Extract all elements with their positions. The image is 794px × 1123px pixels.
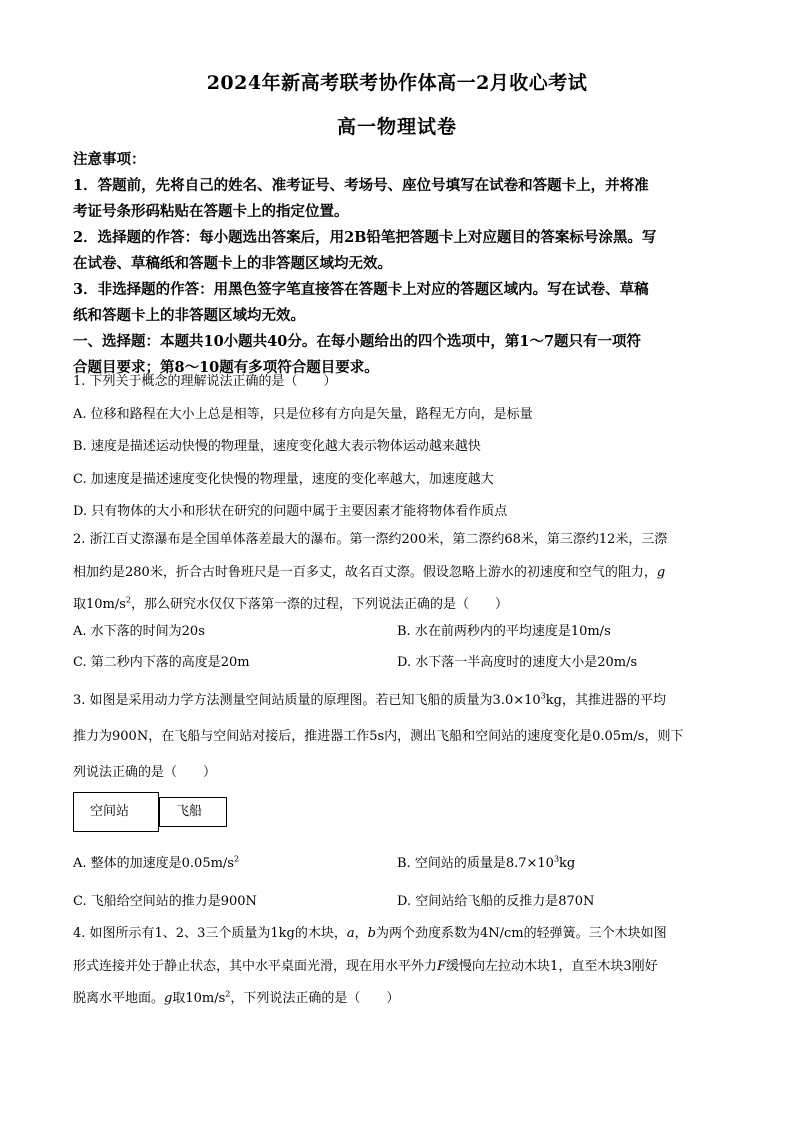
- text: kg，其推进器的平均: [545, 693, 666, 708]
- symbol-a: a: [346, 926, 355, 941]
- notice-line: 在试卷、草稿纸和答题卡上的非答题区域均无效。: [73, 255, 392, 272]
- option-d: D. 只有物体的大小和形状在研究的问题中属于主要因素才能将物体看作质点: [73, 504, 508, 519]
- question-stem: [73, 983, 723, 1016]
- symbol-b: b: [367, 926, 376, 941]
- space-station-box: 空间站: [73, 792, 159, 832]
- superscript: 2: [225, 989, 231, 999]
- question-4: [73, 918, 723, 1016]
- text: ，那么研究水仅仅下落第一漈的过程，下列说法正确的是（ ）: [131, 597, 509, 612]
- section-heading: 合题目要求；第8～10题有多项符合题目要求。: [73, 359, 379, 376]
- exam-subtitle: 高一物理试卷: [336, 116, 457, 138]
- options-row-ab: [73, 619, 723, 645]
- question-3: [73, 683, 723, 791]
- question-stem: 列说法正确的是（ ）: [73, 765, 217, 780]
- option-c: C. 第二秒内下落的高度是20m: [73, 655, 250, 670]
- exam-title: 2024年新高考联考协作体高一2月收心考试: [206, 72, 588, 94]
- option-a: [73, 851, 239, 877]
- text: A. 整体的加速度是0.05m/s: [73, 856, 234, 871]
- text: 3. 如图是采用动力学方法测量空间站质量的原理图。若已知飞船的质量为3.0×10: [73, 693, 541, 708]
- text: kg: [559, 856, 576, 871]
- notice-heading: 注意事项：: [73, 151, 146, 168]
- superscript: 2: [233, 854, 240, 864]
- option-d: D. 水下落一半高度时的速度大小是20m/s: [397, 655, 638, 670]
- options-row-cd: [73, 650, 723, 676]
- notice-line: 1．答题前，先将自己的姓名、准考证号、考场号、座位号填写在试卷和答题卡上，并将准: [73, 177, 649, 194]
- text: B. 空间站的质量是8.7×10: [397, 856, 554, 871]
- text: 4. 如图所示有1、2、3三个质量为1kg的木块，: [73, 926, 347, 941]
- text: 取10m/s: [73, 597, 126, 612]
- option-b: B. 水在前两秒内的平均速度是10m/s: [397, 624, 611, 639]
- option-a: A. 位移和路程在大小上总是相等，只是位移有方向是矢量，路程无方向，是标量: [73, 406, 533, 422]
- text: 缓慢向左拉动木块1，直至木块3刚好: [446, 958, 658, 974]
- notice-line: 2．选择题的作答：每小题选出答案后，用2B铅笔把答题卡上对应题目的答案标号涂黑。写: [73, 229, 657, 246]
- notice-section: [73, 147, 723, 381]
- option-c: C. 加速度是描述速度变化快慢的物理量，速度的变化率越大，加速度越大: [73, 471, 494, 487]
- question-1: [73, 366, 723, 529]
- question-stem: [73, 951, 723, 984]
- options-row-ab: [73, 851, 723, 877]
- superscript: 2: [125, 595, 132, 605]
- notice-line: 考证号条形码粘贴在答题卡上的指定位置。: [73, 203, 349, 220]
- spaceship-box: 飞船: [159, 797, 227, 827]
- question-stem: [73, 589, 723, 622]
- option-a: A. 水下落的时间为20s: [73, 624, 205, 639]
- question-stem: 推力为900N，在飞船与空间站对接后，推进器工作5s内，测出飞船和空间站的速度变化是0.05m/s，则下: [73, 729, 684, 744]
- question-stem: [73, 918, 723, 951]
- text: 脱离水平地面。: [73, 991, 165, 1006]
- text: 为两个劲度系数为4N/cm的轻弹簧。三个木块如图: [375, 926, 667, 941]
- question-stem: 1. 下列关于概念的理解说法正确的是（ ）: [73, 374, 337, 389]
- option-b: [397, 851, 575, 877]
- symbol-g: g: [164, 991, 173, 1006]
- question-stem: [73, 683, 723, 719]
- text: 取10m/s: [172, 991, 226, 1006]
- option-d: D. 空间站给飞船的反推力是870N: [397, 894, 595, 909]
- option-c: C. 飞船给空间站的推力是900N: [73, 894, 257, 909]
- question-stem: 2. 浙江百丈漈瀑布是全国单体落差最大的瀑布。第一漈约200米，第二漈约68米，第三漈约12米，三漈: [73, 532, 668, 547]
- symbol-g: g: [656, 564, 666, 580]
- superscript: 3: [540, 691, 546, 701]
- option-b: B. 速度是描述运动快慢的物理量，速度变化越大表示物体运动越来越快: [73, 439, 481, 454]
- options-row-cd: [73, 889, 723, 915]
- text: 形式连接并处于静止状态，其中水平桌面光滑，现在用水平外力: [73, 958, 438, 974]
- symbol-F: F: [437, 958, 447, 974]
- section-heading: 一、选择题：本题共10小题共40分。在每小题给出的四个选项中，第1～7题只有一项符: [73, 333, 642, 350]
- text: ，: [354, 926, 368, 941]
- question-stem: [73, 557, 723, 590]
- superscript: 3: [553, 854, 560, 864]
- notice-line: 3．非选择题的作答：用黑色签字笔直接答在答题卡上对应的答题区域内。写在试卷、草稿: [73, 281, 649, 298]
- notice-line: 纸和答题卡上的非答题区域均无效。: [73, 307, 305, 324]
- question-2: [73, 524, 723, 622]
- text: ，下列说法正确的是（ ）: [230, 991, 400, 1006]
- text: 相加约是280米，折合古时鲁班尺是一百多丈，故名百丈漈。假设忽略上游水的初速度和空气的阻力，: [73, 564, 657, 580]
